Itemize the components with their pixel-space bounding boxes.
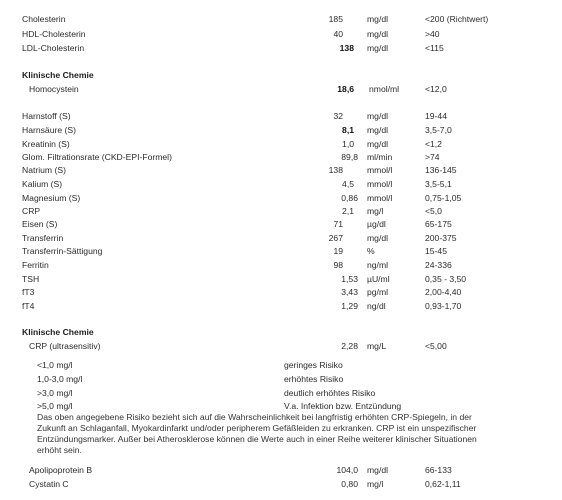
test-unit: mg/dl bbox=[367, 43, 389, 53]
test-unit: mg/l bbox=[367, 479, 384, 489]
test-unit: mg/dl bbox=[367, 465, 389, 475]
risk-label: geringes Risiko bbox=[284, 360, 343, 370]
result-row bbox=[0, 151, 562, 163]
result-row bbox=[0, 178, 562, 190]
test-name: CRP bbox=[22, 206, 41, 216]
risk-label: V.a. Infektion bzw. Entzündung bbox=[284, 401, 402, 411]
test-unit: mmol/l bbox=[367, 165, 393, 175]
note-line: Entzündungsmarker. Außer bei Atherosklerose können die Werte auch in einer Reihe weiterer klinischer Situationen bbox=[37, 434, 477, 444]
risk-label: erhöhtes Risiko bbox=[284, 374, 344, 384]
test-value: 32 bbox=[333, 111, 343, 121]
test-value: 0,86 bbox=[341, 193, 358, 203]
test-value: 18,6 bbox=[337, 84, 354, 94]
section-heading: Klinische Chemie bbox=[22, 327, 94, 337]
test-unit: pg/ml bbox=[367, 287, 389, 297]
test-value: 2,28 bbox=[341, 341, 358, 351]
test-name: Harnstoff (S) bbox=[22, 111, 71, 121]
test-name: TSH bbox=[22, 274, 40, 284]
test-name: Kreatinin (S) bbox=[22, 139, 70, 149]
result-row-cholesterin bbox=[0, 13, 562, 25]
result-row bbox=[0, 138, 562, 150]
result-row-ldl bbox=[0, 42, 562, 54]
test-value: 4,5 bbox=[342, 179, 354, 189]
crp-note bbox=[37, 412, 557, 456]
result-row-homocystein bbox=[0, 83, 562, 95]
test-name: Glom. Filtrationsrate (CKD-EPI-Formel) bbox=[22, 152, 172, 162]
test-name: fT3 bbox=[22, 287, 35, 297]
result-row-crp-ultrasensitiv bbox=[0, 340, 562, 352]
test-value: 104,0 bbox=[336, 465, 358, 475]
test-value: 2,1 bbox=[342, 206, 354, 216]
test-reference: 3,5-7,0 bbox=[425, 125, 452, 135]
test-unit: % bbox=[367, 246, 375, 256]
test-reference: 15-45 bbox=[425, 246, 447, 256]
test-name: Apolipoprotein B bbox=[29, 465, 93, 475]
result-row bbox=[0, 218, 562, 230]
test-reference: <5,00 bbox=[425, 341, 447, 351]
test-reference: 0,75-1,05 bbox=[425, 193, 462, 203]
section-heading: Klinische Chemie bbox=[22, 70, 94, 80]
test-value: 19 bbox=[333, 246, 343, 256]
test-value: 71 bbox=[333, 219, 343, 229]
result-row bbox=[0, 259, 562, 271]
result-row bbox=[0, 300, 562, 312]
result-row bbox=[0, 232, 562, 244]
risk-row bbox=[0, 400, 562, 412]
test-unit: nmol/ml bbox=[369, 84, 400, 94]
test-unit: ng/dl bbox=[367, 301, 386, 311]
result-row bbox=[0, 205, 562, 217]
test-unit: mg/dl bbox=[367, 139, 389, 149]
test-reference: <115 bbox=[425, 43, 444, 53]
risk-label: deutlich erhöhtes Risiko bbox=[284, 388, 376, 398]
test-name: Natrium (S) bbox=[22, 165, 66, 175]
test-value: 1,0 bbox=[342, 139, 354, 149]
test-unit: mg/dl bbox=[367, 29, 389, 39]
result-row bbox=[0, 245, 562, 257]
test-name: fT4 bbox=[22, 301, 35, 311]
result-row bbox=[0, 286, 562, 298]
result-row bbox=[0, 164, 562, 176]
test-value: 8,1 bbox=[342, 125, 354, 135]
test-reference: 0,93-1,70 bbox=[425, 301, 462, 311]
test-unit: µU/ml bbox=[367, 274, 390, 284]
test-reference: >74 bbox=[425, 152, 440, 162]
test-value: 1,29 bbox=[341, 301, 358, 311]
test-name: HDL-Cholesterin bbox=[22, 29, 86, 39]
test-value: 1,53 bbox=[341, 274, 358, 284]
test-reference: 65-175 bbox=[425, 219, 452, 229]
test-unit: mmol/l bbox=[367, 193, 393, 203]
test-name: LDL-Cholesterin bbox=[22, 43, 85, 53]
test-value: 40 bbox=[333, 29, 343, 39]
test-reference: <200 (Richtwert) bbox=[425, 14, 489, 24]
test-reference: <1,2 bbox=[425, 139, 442, 149]
test-name: Eisen (S) bbox=[22, 219, 58, 229]
test-unit: mmol/l bbox=[367, 179, 393, 189]
test-unit: mg/L bbox=[367, 341, 387, 351]
test-reference: <12,0 bbox=[425, 84, 447, 94]
result-row bbox=[0, 110, 562, 122]
result-row-hdl bbox=[0, 28, 562, 40]
test-unit: mg/dl bbox=[367, 14, 389, 24]
risk-range: <1,0 mg/l bbox=[37, 360, 73, 370]
test-reference: 2,00-4,40 bbox=[425, 287, 462, 297]
risk-row bbox=[0, 373, 562, 385]
test-name: CRP (ultrasensitiv) bbox=[29, 341, 101, 351]
risk-range: 1,0-3,0 mg/l bbox=[37, 374, 83, 384]
note-line: Das oben angegebene Risiko bezieht sich auf die Wahrscheinlichkeit bei langfristig erhöhten CRP-Spiegeln, in der bbox=[37, 412, 472, 422]
note-line: Zukunft an Schlaganfall, Myokardinfarkt und/oder peripherem Gefäßleiden zu erkranken. CRP ist ein unspezifischer bbox=[37, 423, 477, 433]
note-line: erhöht sein. bbox=[37, 445, 82, 455]
test-reference: 24-336 bbox=[425, 260, 452, 270]
test-value: 267 bbox=[328, 233, 343, 243]
result-row-apolipoprotein-b bbox=[0, 464, 562, 476]
test-reference: 136-145 bbox=[425, 165, 457, 175]
test-value: 98 bbox=[333, 260, 343, 270]
result-row bbox=[0, 192, 562, 204]
risk-range: >3,0 mg/l bbox=[37, 388, 73, 398]
test-reference: <5,0 bbox=[425, 206, 442, 216]
test-reference: >40 bbox=[425, 29, 440, 39]
test-reference: 200-375 bbox=[425, 233, 457, 243]
test-name: Transferrin bbox=[22, 233, 64, 243]
test-unit: mg/l bbox=[367, 206, 384, 216]
test-reference: 3,5-5,1 bbox=[425, 179, 452, 189]
test-value: 3,43 bbox=[341, 287, 358, 297]
test-name: Ferritin bbox=[22, 260, 49, 270]
test-unit: µg/dl bbox=[367, 219, 386, 229]
test-name: Transferrin-Sättigung bbox=[22, 246, 103, 256]
test-unit: mg/dl bbox=[367, 111, 389, 121]
test-value: 89,8 bbox=[341, 152, 358, 162]
test-name: Harnsäure (S) bbox=[22, 125, 76, 135]
test-name: Cystatin C bbox=[29, 479, 69, 489]
test-value: 0,80 bbox=[341, 479, 358, 489]
test-unit: ng/ml bbox=[367, 260, 389, 270]
test-name: Magnesium (S) bbox=[22, 193, 81, 203]
risk-row bbox=[0, 359, 562, 371]
test-value: 138 bbox=[328, 165, 343, 175]
test-reference: 19-44 bbox=[425, 111, 447, 121]
result-row bbox=[0, 273, 562, 285]
test-name: Kalium (S) bbox=[22, 179, 63, 189]
result-row-cystatin-c bbox=[0, 478, 562, 490]
test-name: Homocystein bbox=[29, 84, 79, 94]
test-unit: mg/dl bbox=[367, 233, 389, 243]
test-reference: 0,62-1,11 bbox=[425, 479, 461, 489]
test-unit: mg/dl bbox=[367, 125, 389, 135]
test-value: 138 bbox=[339, 43, 354, 53]
risk-range: >5,0 mg/l bbox=[37, 401, 73, 411]
test-reference: 0,35 - 3,50 bbox=[425, 274, 467, 284]
test-reference: 66-133 bbox=[425, 465, 452, 475]
risk-row bbox=[0, 387, 562, 399]
test-value: 185 bbox=[328, 14, 343, 24]
result-row bbox=[0, 124, 562, 136]
test-unit: ml/min bbox=[367, 152, 393, 162]
test-name: Cholesterin bbox=[22, 14, 66, 24]
